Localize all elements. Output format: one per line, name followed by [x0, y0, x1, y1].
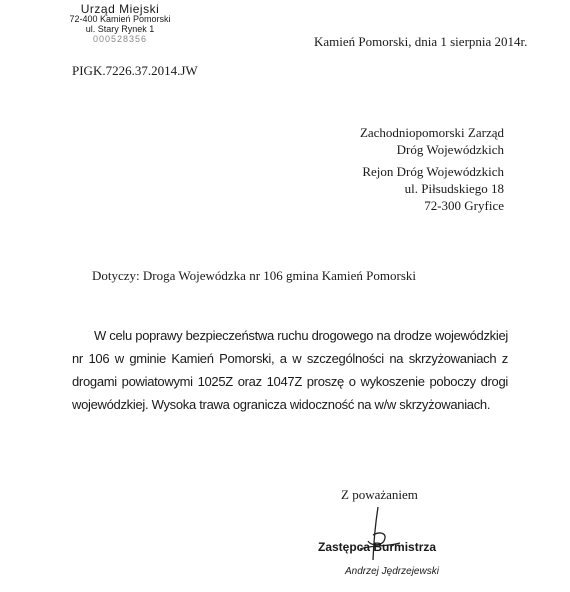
stamp-regon: 000528356 [92, 34, 148, 44]
stamp-street: ul. Stary Rynek 1 [85, 24, 155, 34]
stamp-office-name: Urząd Miejski [80, 2, 160, 16]
letter-body [72, 324, 508, 416]
recipient-line: Zachodniopomorski Zarząd [359, 125, 504, 140]
recipient-line: 72-300 Gryfice [424, 198, 504, 213]
recipient-line: ul. Piłsudskiego 18 [404, 181, 504, 196]
stamp-postal-city: 72-400 Kamień Pomorski [69, 14, 171, 24]
office-stamp [60, 4, 180, 44]
recipient-line: Dróg Wojewódzkich [396, 142, 504, 157]
reference-number: PIGK.7226.37.2014.JW [72, 63, 198, 78]
signer-name: Andrzej Jędrzejewski [345, 566, 439, 577]
letter-date: Kamień Pomorski, dnia 1 sierpnia 2014r. [314, 34, 528, 49]
recipient-block-2 [362, 163, 504, 214]
signer-title: Zastępca Burmistrza [318, 540, 437, 554]
recipient-block-1 [360, 124, 504, 158]
closing-phrase: Z poważaniem [341, 487, 418, 502]
letter-subject: Dotyczy: Droga Wojewódzka nr 106 gmina Kamień Pomorski [92, 268, 417, 283]
body-paragraph: W celu poprawy bezpieczeństwa ruchu drogowego na drodze wojewódzkiej nr 106 w gminie Kamień Pomorski, a w szczególności na skrzyżowaniach z drogami powiatowymi 1025Z oraz 1047Z proszę o wykoszenie poboczy drogi wojewódzkiej. Wysoka trawa ogranicza widoczność na w/w skrzyżowaniach. [72, 328, 508, 412]
recipient-line: Rejon Dróg Wojewódzkich [362, 164, 504, 179]
handwritten-signature-icon [340, 505, 420, 565]
